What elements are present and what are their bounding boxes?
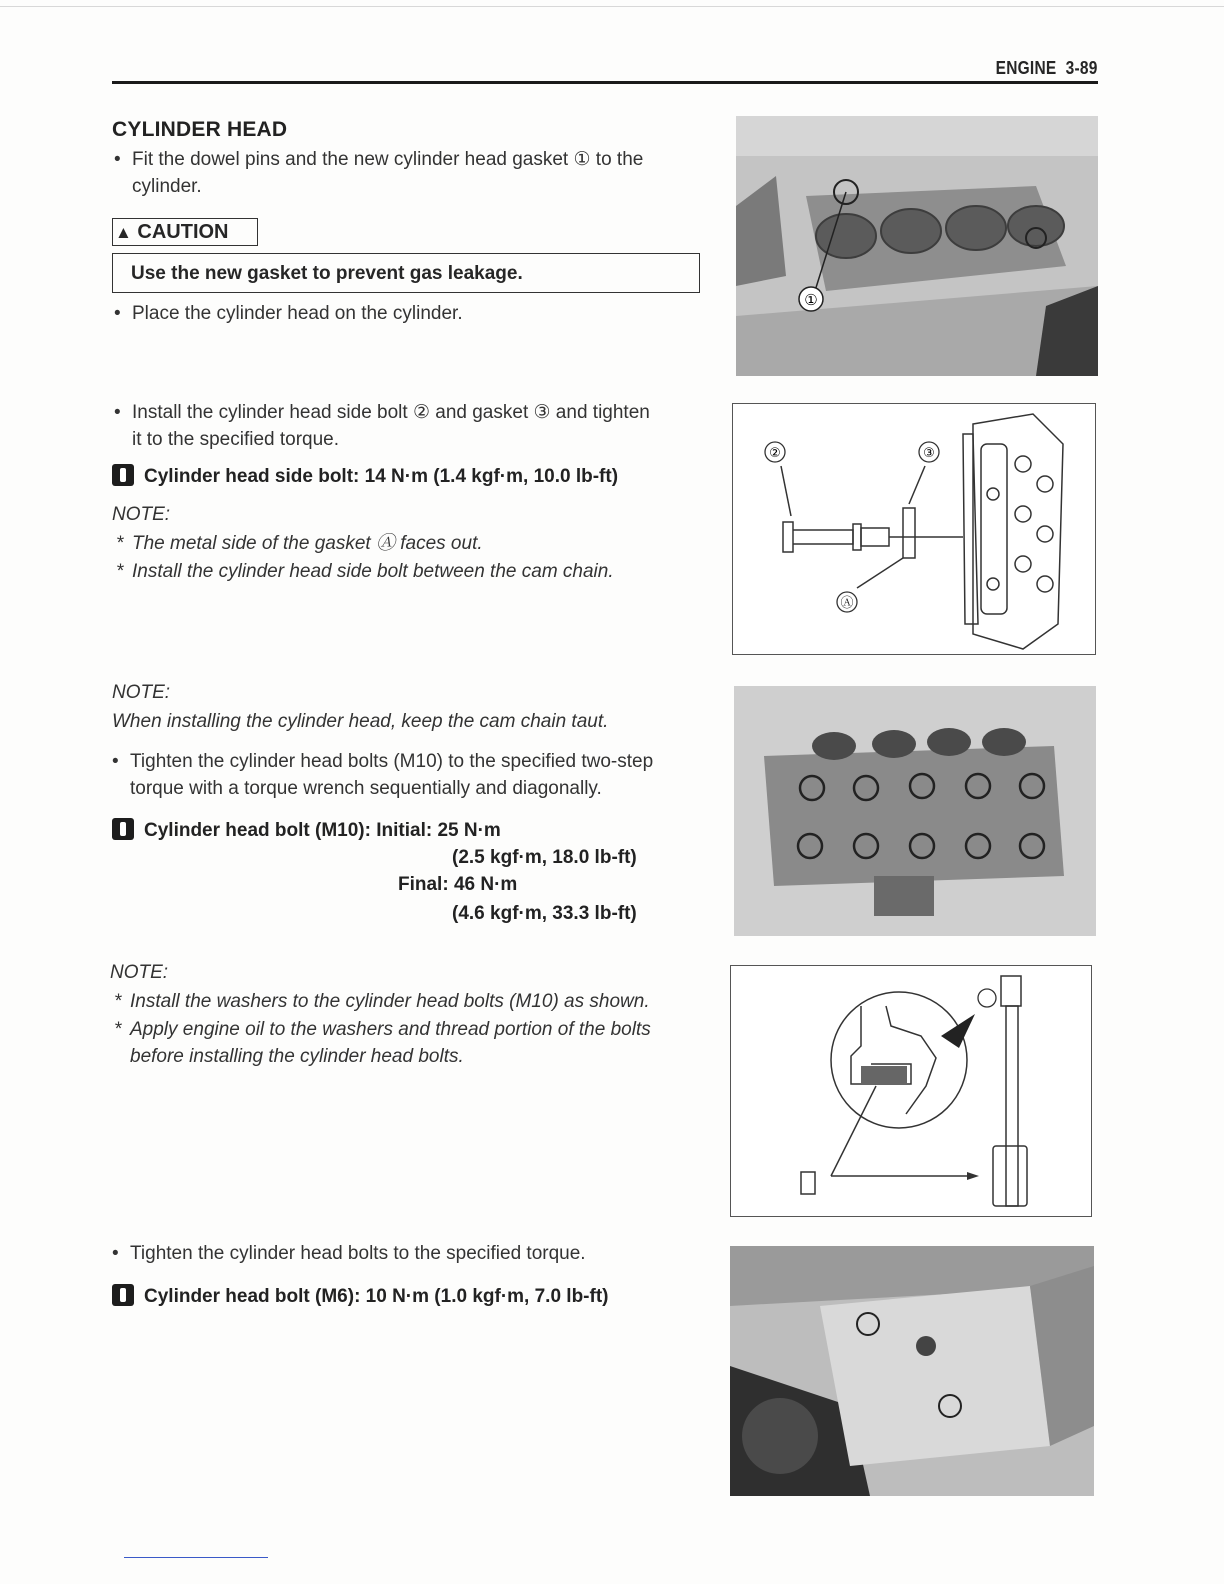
note3-item-1 [114,988,720,1015]
m6-torque-spec [112,1284,609,1308]
header-rule [112,81,1098,84]
note3-item-2-line2: before installing the cylinder head bolts. [130,1046,464,1067]
bullet-dot: • [112,1243,119,1264]
asterisk: * [116,561,124,582]
note1-item-2-text: Install the cylinder head side bolt between the cam chain. [132,561,614,582]
header-section: ENGINE [995,58,1057,78]
gasket-photo-illustration [736,116,1098,376]
step-fit-dowel [114,146,712,200]
torque-wrench-icon [112,1284,134,1306]
page-header [996,58,1098,79]
fig2-callout-3: ③ [923,446,935,461]
washer-diagram-illustration [731,966,1091,1216]
step-tighten-m10-line2: torque with a torque wrench sequentially and diagonally. [130,778,602,799]
note3-heading: NOTE: [110,962,169,983]
cylinder-head-photo-illustration [734,686,1096,936]
fig1-callout-1: ① [804,291,818,309]
note1-item-1-text: The metal side of the gasket Ⓐ faces out. [132,533,483,554]
asterisk: * [116,533,124,554]
figure-cylinder-head-photo [734,686,1096,936]
m10-initial-conversion: (2.5 kgf·m, 18.0 lb-ft) [452,847,637,868]
m6-bolt-photo-illustration [730,1246,1094,1496]
bullet-dot: • [112,751,119,772]
m10-final-torque: Final: 46 N·m [398,874,518,895]
caution-label-text: CAUTION [137,221,229,243]
step-tighten-m6-text: Tighten the cylinder head bolts to the specified torque. [130,1243,586,1264]
step-tighten-m10 [112,748,710,802]
caution-box: Use the new gasket to prevent gas leakage. [112,253,700,293]
step-install-side-bolt-line2: it to the specified torque. [132,429,340,450]
section-title: CYLINDER HEAD [112,118,288,141]
asterisk: * [114,991,122,1012]
m10-torque-spec [112,818,501,842]
step-tighten-m10-line1: Tighten the cylinder head bolts (M10) to the specified two-step [130,751,654,772]
note1-item-1 [116,530,712,557]
step-tighten-m6 [112,1240,710,1267]
page-top-line [0,6,1224,7]
caution-label [112,218,258,246]
step-fit-dowel-line1: Fit the dowel pins and the new cylinder head gasket ① to the [132,149,644,170]
fig2-callout-a: Ⓐ [840,596,854,611]
side-bolt-spec-text: Cylinder head side bolt: 14 N·m (1.4 kgf·m, 10.0 lb-ft) [144,466,619,487]
figure-side-bolt-diagram [732,403,1096,655]
step-place-head [114,300,712,327]
m10-spec-text: Cylinder head bolt (M10): Initial: 25 N·m [144,820,501,841]
figure-m6-bolt-photo [730,1246,1094,1496]
step-fit-dowel-line2: cylinder. [132,176,202,197]
note1-heading: NOTE: [112,504,171,525]
bottom-line [124,1557,268,1558]
note3-item-2 [114,1016,720,1070]
header-page-number: 3-89 [1065,58,1098,78]
torque-wrench-icon [112,818,134,840]
bullet-dot: • [114,149,121,170]
note2-heading: NOTE: [112,682,171,703]
warning-triangle-icon: ▲ [115,223,132,242]
note1-item-2 [116,558,712,585]
side-bolt-torque-spec [112,464,618,488]
figure-washer-diagram [730,965,1092,1217]
step-install-side-bolt-line1: Install the cylinder head side bolt ② and gasket ③ and tighten [132,402,650,423]
bullet-dot: • [114,303,121,324]
asterisk: * [114,1019,122,1040]
note3-item-2-line1: Apply engine oil to the washers and thread portion of the bolts [130,1019,651,1040]
m6-spec-text: Cylinder head bolt (M6): 10 N·m (1.0 kgf·m, 7.0 lb-ft) [144,1286,609,1307]
side-bolt-diagram-illustration [733,404,1095,654]
note3-item-1-text: Install the washers to the cylinder head bolts (M10) as shown. [130,991,650,1012]
m10-final-conversion: (4.6 kgf·m, 33.3 lb-ft) [452,903,637,924]
figure-gasket-photo [736,116,1098,376]
step-place-head-text: Place the cylinder head on the cylinder. [132,303,463,324]
fig2-callout-2: ② [769,446,781,461]
note2-text: When installing the cylinder head, keep the cam chain taut. [112,711,609,732]
torque-wrench-icon [112,464,134,486]
bullet-dot: • [114,402,121,423]
step-install-side-bolt [114,399,712,453]
